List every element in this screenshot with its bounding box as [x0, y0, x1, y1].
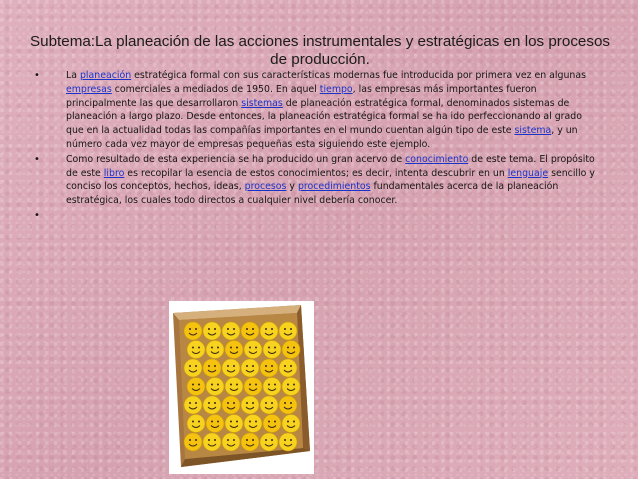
text-segment: estratégica formal con sus características modernas fue introducida por primera vez en algunas — [131, 70, 586, 81]
smiley-ball — [184, 359, 202, 377]
bullet-item — [34, 153, 596, 208]
smiley-ball — [263, 415, 281, 433]
hyperlink[interactable]: planeación — [79, 70, 132, 81]
smiley-ball — [203, 322, 221, 340]
smiley-box-icon — [169, 301, 314, 474]
smiley-ball — [244, 378, 262, 396]
bullet-marker: • — [34, 209, 40, 221]
smiley-ball — [184, 396, 202, 414]
slide-title: Subtema:La planeación de las acciones instrumentales y estratégicas en los procesos de producción. — [30, 33, 610, 68]
smiley-ball — [260, 433, 278, 451]
smiley-ball — [282, 341, 300, 359]
bullet-item — [34, 69, 596, 152]
smiley-ball — [225, 341, 243, 359]
smiley-box-image — [169, 301, 314, 474]
hyperlink[interactable]: procedimientos — [297, 181, 371, 193]
hyperlink[interactable]: sistema — [514, 125, 552, 137]
smiley-ball — [260, 396, 278, 414]
hyperlink[interactable]: conocimiento — [405, 153, 469, 165]
smiley-ball — [222, 396, 240, 414]
smiley-ball — [203, 359, 221, 377]
smiley-ball — [187, 378, 205, 396]
bullet-text — [66, 153, 596, 208]
smiley-ball — [222, 322, 240, 340]
hyperlink[interactable]: lenguaje — [507, 167, 549, 179]
smiley-ball — [244, 341, 262, 359]
smiley-ball — [225, 378, 243, 396]
smiley-ball — [222, 359, 240, 377]
smiley-ball — [241, 359, 259, 377]
text-segment: Como resultado de esta experiencia se ha producido un gran acervo de — [66, 153, 406, 165]
smiley-ball — [260, 322, 278, 340]
smiley-ball — [282, 415, 300, 433]
smiley-ball — [184, 433, 202, 451]
smiley-ball — [279, 396, 297, 414]
smiley-ball — [263, 341, 281, 359]
smiley-ball — [263, 378, 281, 396]
smiley-ball — [244, 415, 262, 433]
smiley-ball — [203, 433, 221, 451]
text-segment: y — [286, 181, 298, 193]
smiley-ball — [279, 322, 297, 340]
hyperlink[interactable]: procesos — [244, 181, 287, 193]
hyperlink[interactable]: tiempo — [319, 83, 353, 95]
bullet-text — [66, 209, 596, 223]
smiley-ball — [282, 378, 300, 396]
smiley-ball — [206, 341, 224, 359]
text-segment: , las empresas más importantes fueron principalmente las que desarrollaron — [66, 83, 537, 109]
smiley-ball — [222, 433, 240, 451]
text-segment: de planeación estratégica formal, denominados sistemas de planeación a largo plazo. Desde entonces, la planeación estratégica formal se ha ido perfeccionando al grado que en la actualidad todas las compañías importantes en el mundo cuentan algún tipo de este — [66, 97, 582, 137]
smiley-ball — [203, 396, 221, 414]
smiley-ball — [187, 415, 205, 433]
bullet-text — [66, 69, 596, 152]
text-segment: sencillo y conciso los conceptos, hechos, ideas, — [66, 167, 595, 193]
hyperlink[interactable]: libro — [103, 167, 125, 179]
hyperlink[interactable]: sistemas — [241, 97, 283, 109]
bullet-marker: • — [34, 153, 40, 165]
text-segment: comerciales a mediados de 1950. En aquel — [111, 83, 320, 95]
smiley-ball — [260, 359, 278, 377]
text-segment: es recopilar la esencia de estos conocimientos; es decir, intenta descubrir en un — [124, 167, 508, 179]
bullet-marker: • — [34, 70, 40, 81]
text-segment: de este tema. El propósito de este — [66, 153, 595, 179]
bullet-item — [34, 209, 596, 223]
smiley-ball — [225, 415, 243, 433]
smiley-ball — [187, 341, 205, 359]
text-segment: , y un número cada vez mayor de empresas pequeñas esta siguiendo este ejemplo. — [66, 125, 578, 150]
smiley-ball — [241, 433, 259, 451]
smiley-ball — [206, 378, 224, 396]
smiley-ball — [206, 415, 224, 433]
smiley-ball — [241, 322, 259, 340]
smiley-ball — [279, 359, 297, 377]
bullet-list — [34, 69, 596, 224]
smiley-ball — [184, 322, 202, 340]
text-segment: La — [66, 70, 80, 81]
text-segment: fundamentales acerca de la planeación estratégica, los cuales todo directos a cualquier nivel debería conocer. — [66, 181, 559, 207]
hyperlink[interactable]: empresas — [66, 83, 112, 95]
smiley-ball — [279, 433, 297, 451]
smiley-ball — [241, 396, 259, 414]
